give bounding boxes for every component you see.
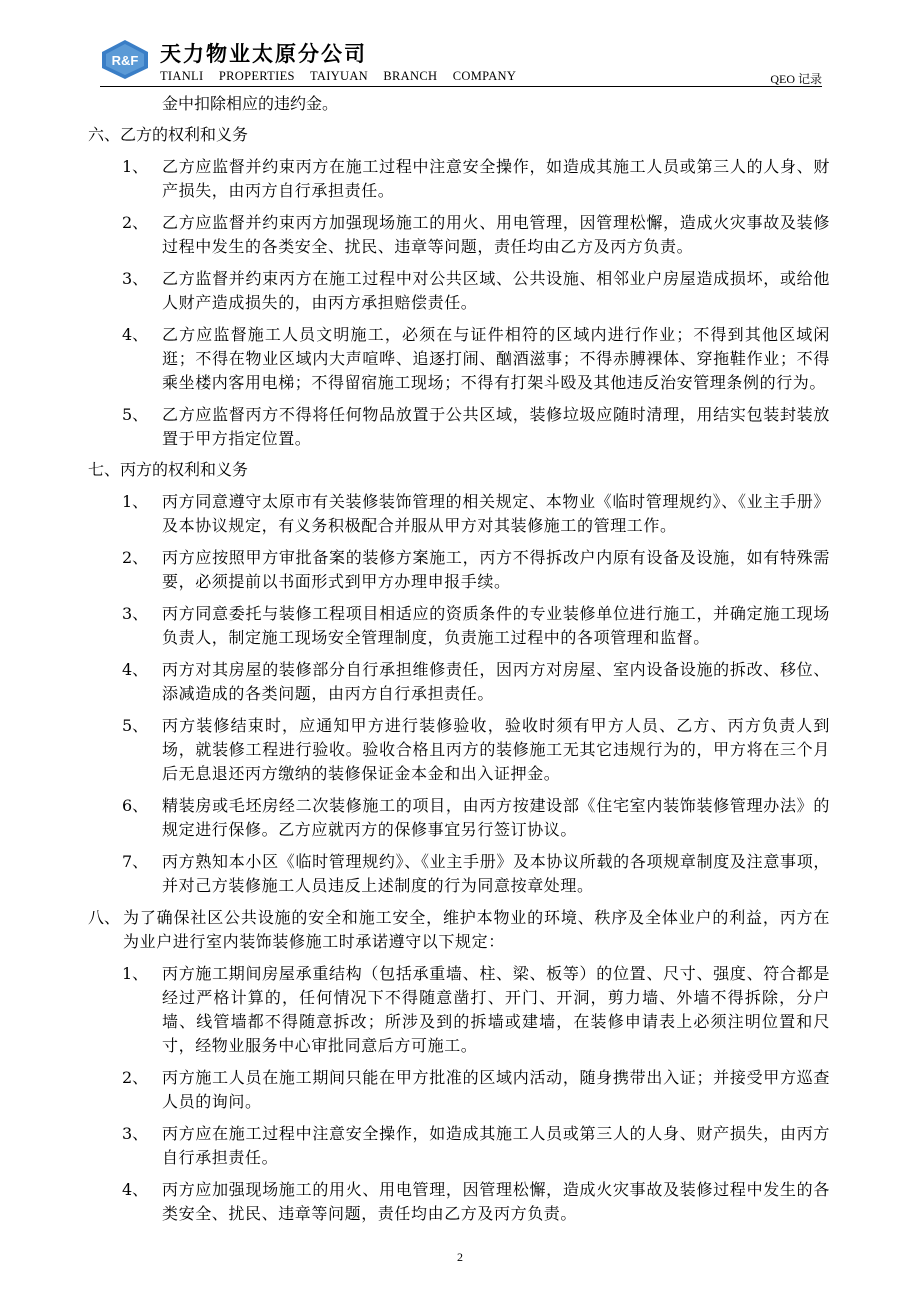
list-item [88,1122,830,1170]
page-number: 2 [457,1250,463,1264]
document-code: QEO 记录 [770,72,822,86]
list-item [88,794,830,842]
list-item [88,1178,830,1226]
list-item [88,490,830,538]
item-text: 丙方同意遵守太原市有关装修装饰管理的相关规定、本物业《临时管理规约》、《业主手册》及本协议规定，有义务积极配合并服从甲方对其装修施工的管理工作。 [162,492,830,535]
item-number: 7、 [122,852,149,871]
company-logo [100,38,150,80]
item-number: 5、 [122,716,149,735]
item-number: 4、 [122,1180,149,1199]
section-7-title: 七、丙方的权利和义务 [88,460,249,479]
item-text: 丙方装修结束时，应通知甲方进行装修验收，验收时须有甲方人员、乙方、丙方负责人到场，就装修工程进行验收。验收合格且丙方的装修施工无其它违规行为的，甲方将在三个月后无息退还丙方缴纳的装修保证金本金和出入证押金。 [162,716,830,783]
item-number: 1、 [122,157,149,176]
item-number: 2、 [122,213,149,232]
list-item [88,658,830,706]
item-number: 2、 [122,1068,149,1087]
item-text: 精装房或毛坯房经二次装修施工的项目，由丙方按建设部《住宅室内装饰装修管理办法》的规定进行保修。乙方应就丙方的保修事宜另行签订协议。 [162,796,830,839]
item-number: 2、 [122,548,149,567]
item-text: 乙方应监督并约束丙方在施工过程中注意安全操作，如造成其施工人员或第三人的人身、财产损失，由丙方自行承担责任。 [162,157,830,200]
item-number: 3、 [122,269,149,288]
header-divider [100,86,822,87]
section-7-list [88,490,830,898]
item-number: 1、 [122,964,149,983]
section-6-list [88,155,830,451]
item-text: 丙方施工人员在施工期间只能在甲方批准的区域内活动，随身携带出入证；并接受甲方巡查人员的询问。 [162,1068,830,1111]
section-8-intro [88,906,830,954]
list-item [88,714,830,786]
item-text: 丙方应按照甲方审批备案的装修方案施工，丙方不得拆改户内原有设备及设施，如有特殊需要，必须提前以书面形式到甲方办理申报手续。 [162,548,830,591]
item-number: 3、 [122,1124,149,1143]
page-header [100,38,822,90]
company-name-en: TIANLI PROPERTIES TAIYUAN BRANCH COMPANY [160,69,517,83]
item-text: 丙方同意委托与装修工程项目相适应的资质条件的专业装修单位进行施工，并确定施工现场负责人，制定施工现场安全管理制度，负责施工过程中的各项管理和监督。 [162,604,830,647]
list-item [88,546,830,594]
item-number: 1、 [122,492,149,511]
list-item [88,850,830,898]
list-item [88,403,830,451]
item-text: 乙方监督并约束丙方在施工过程中对公共区域、公共设施、相邻业户房屋造成损坏，或给他人财产造成损失的，由丙方承担赔偿责任。 [162,269,830,312]
item-text: 丙方熟知本小区《临时管理规约》、《业主手册》及本协议所载的各项规章制度及注意事项，并对己方装修施工人员违反上述制度的行为同意按章处理。 [162,852,830,895]
section-6-title: 六、乙方的权利和义务 [88,125,249,144]
list-item [88,1066,830,1114]
item-text: 乙方应监督施工人员文明施工，必须在与证件相符的区域内进行作业；不得到其他区域闲逛；不得在物业区域内大声喧哗、追逐打闹、酗酒滋事；不得赤膊裸体、穿拖鞋作业；不得乘坐楼内客用电梯；不得留宿施工现场；不得有打架斗殴及其他违反治安管理条例的行为。 [162,325,830,392]
list-item [88,602,830,650]
item-text: 丙方应在施工过程中注意安全操作，如造成其施工人员或第三人的人身、财产损失，由丙方自行承担责任。 [162,1124,830,1167]
item-number: 4、 [122,325,149,344]
list-item [88,267,830,315]
section-8-list [88,962,830,1226]
list-item [88,962,830,1058]
list-item [88,155,830,203]
company-name-cn: 天力物业太原分公司 [160,42,367,66]
item-number: 4、 [122,660,149,679]
item-text: 丙方应加强现场施工的用火、用电管理，因管理松懈，造成火灾事故及装修过程中发生的各类安全、扰民、违章等问题，责任均由乙方及丙方负责。 [162,1180,830,1223]
document-body [88,92,830,1226]
item-number: 3、 [122,604,149,623]
item-number: 6、 [122,796,149,815]
item-text: 丙方施工期间房屋承重结构（包括承重墙、柱、梁、板等）的位置、尺寸、强度、符合都是经过严格计算的，任何情况下不得随意凿打、开门、开洞，剪力墙、外墙不得拆除，分户墙、线管墙都不得随意拆改；所涉及到的拆墙或建墙，在装修申请表上必须注明位置和尺寸，经物业服务中心审批同意后方可施工。 [162,964,830,1055]
item-text: 乙方应监督丙方不得将任何物品放置于公共区域，装修垃圾应随时清理，用结实包装封装放置于甲方指定位置。 [162,405,830,448]
continuation-text: 金中扣除相应的违约金。 [162,94,339,113]
list-item [88,323,830,395]
section-8-text: 为了确保社区公共设施的安全和施工安全，维护本物业的环境、秩序及全体业户的利益，丙方在为业户进行室内装饰装修施工时承诺遵守以下规定： [123,908,830,951]
item-number: 5、 [122,405,149,424]
logo-text: R&F [111,53,139,68]
list-item [88,211,830,259]
item-text: 乙方应监督并约束丙方加强现场施工的用火、用电管理，因管理松懈，造成火灾事故及装修过程中发生的各类安全、扰民、违章等问题，责任均由乙方及丙方负责。 [162,213,830,256]
item-text: 丙方对其房屋的装修部分自行承担维修责任，因丙方对房屋、室内设备设施的拆改、移位、添减造成的各类问题，由丙方自行承担责任。 [162,660,830,703]
section-8-label: 八、 [88,908,121,927]
